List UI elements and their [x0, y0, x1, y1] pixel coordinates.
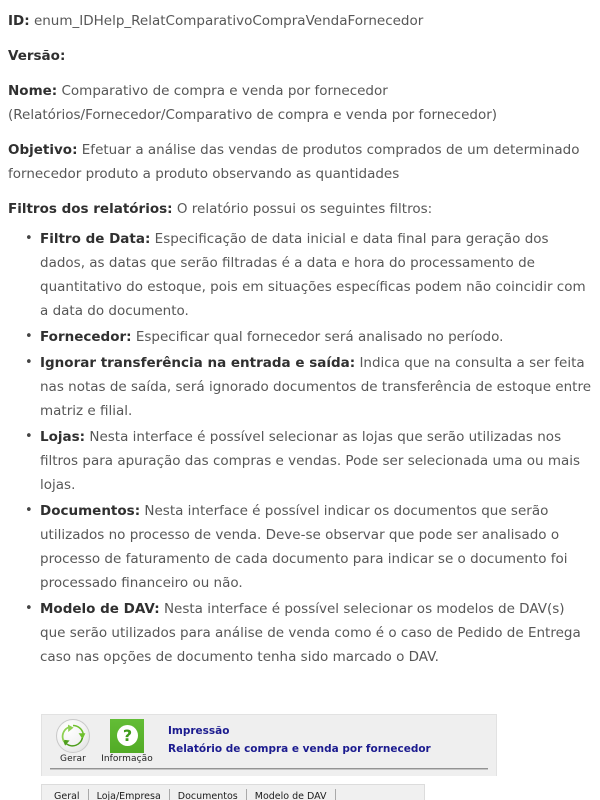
filter-text: Nesta interface é possível selecionar os modelos de DAV(s) que serão utilizados para análise de venda como é o caso de Pedido de Entrega caso nas opções de documento tenha sido marcado o DAV.: [40, 601, 581, 665]
tab-documentos[interactable]: Documentos: [170, 789, 247, 800]
app-header-line2: Relatório de compra e venda por fornecedor: [168, 743, 431, 755]
app-tabstrip: [42, 789, 424, 800]
field-filtros: [8, 186, 592, 221]
filter-label: Lojas:: [40, 429, 86, 445]
filter-text: Especificação de data inicial e data final para geração dos dados, as datas que serão filtradas é a data e hora do processamento de quantitativo do estoque, pois em situações específicas podem não coincidir com a data do documento.: [40, 231, 586, 319]
filter-label: Ignorar transferência na entrada e saída:: [40, 355, 356, 371]
list-item: [8, 227, 592, 323]
toolbar-divider: [50, 768, 488, 770]
filter-text: Especificar qual fornecedor será analisado no período.: [135, 329, 504, 345]
field-objetivo-value: Efetuar a análise das vendas de produtos comprados de um determinado fornecedor produto a produto observando as quantidades: [8, 142, 580, 182]
bullet-icon: •: [25, 503, 33, 518]
bullet-icon: •: [25, 429, 33, 444]
bullet-icon: •: [25, 329, 33, 344]
field-objetivo: [8, 127, 592, 186]
tab-loja-empresa[interactable]: Loja/Empresa: [89, 789, 170, 800]
list-item: [8, 499, 592, 595]
filter-text: Nesta interface é possível indicar os documentos que serão utilizados no processo de venda. Deve-se observar que pode ser analisado o processo de faturamento de cada documento para indicar se o documento foi processado financeiro ou não.: [40, 503, 568, 591]
filter-label: Documentos:: [40, 503, 141, 519]
field-versao: [8, 33, 592, 68]
embedded-app-screenshot: [41, 714, 497, 800]
filter-label: Fornecedor:: [40, 329, 132, 345]
tab-modelo-de-dav[interactable]: Modelo de DAV: [247, 789, 336, 800]
list-item: [8, 597, 592, 669]
field-nome-value: Comparativo de compra e venda por fornecedor (Relatórios/Fornecedor/Comparativo de compra e venda por fornecedor): [8, 83, 498, 123]
app-tab-panel: [41, 784, 425, 800]
refresh-circular-arrows-icon: [56, 719, 90, 753]
field-id-value: enum_IDHelp_RelatComparativoCompraVendaFornecedor: [33, 13, 424, 29]
informacao-button[interactable]: [98, 719, 156, 765]
question-mark-glyph: ?: [117, 725, 138, 746]
filter-label: Modelo de DAV:: [40, 601, 160, 617]
app-header-line1: Impressão: [168, 725, 230, 737]
bullet-icon: •: [25, 231, 33, 246]
bullet-icon: •: [25, 601, 33, 616]
field-id: [8, 0, 592, 33]
filters-list: [8, 227, 592, 669]
list-item: [8, 425, 592, 497]
field-objetivo-label: Objetivo:: [8, 142, 78, 158]
gerar-button[interactable]: [51, 719, 95, 765]
filter-label: Filtro de Data:: [40, 231, 151, 247]
filter-text: Nesta interface é possível selecionar as lojas que serão utilizadas nos filtros para apuração das compras e vendas. Pode ser selecionada uma ou mais lojas.: [40, 429, 581, 493]
field-id-label: ID:: [8, 13, 30, 29]
field-versao-label: Versão:: [8, 48, 66, 64]
app-header-title: [168, 723, 431, 757]
field-nome-label: Nome:: [8, 83, 58, 99]
informacao-label: Informação: [101, 754, 153, 764]
app-toolbar: [41, 714, 497, 776]
toolbar-spacer: [41, 776, 497, 784]
field-filtros-value: O relatório possui os seguintes filtros:: [176, 201, 433, 217]
bullet-icon: •: [25, 355, 33, 370]
filter-text: Indica que na consulta a ser feita nas notas de saída, será ignorado documentos de transferência de estoque entre matriz e filial.: [40, 355, 592, 419]
list-item: [8, 351, 592, 423]
field-nome: [8, 68, 592, 127]
list-item: [8, 325, 592, 349]
tab-geral[interactable]: Geral: [46, 789, 89, 800]
gerar-label: Gerar: [60, 754, 86, 764]
field-filtros-label: Filtros dos relatórios:: [8, 201, 173, 217]
question-mark-icon: [110, 719, 144, 753]
